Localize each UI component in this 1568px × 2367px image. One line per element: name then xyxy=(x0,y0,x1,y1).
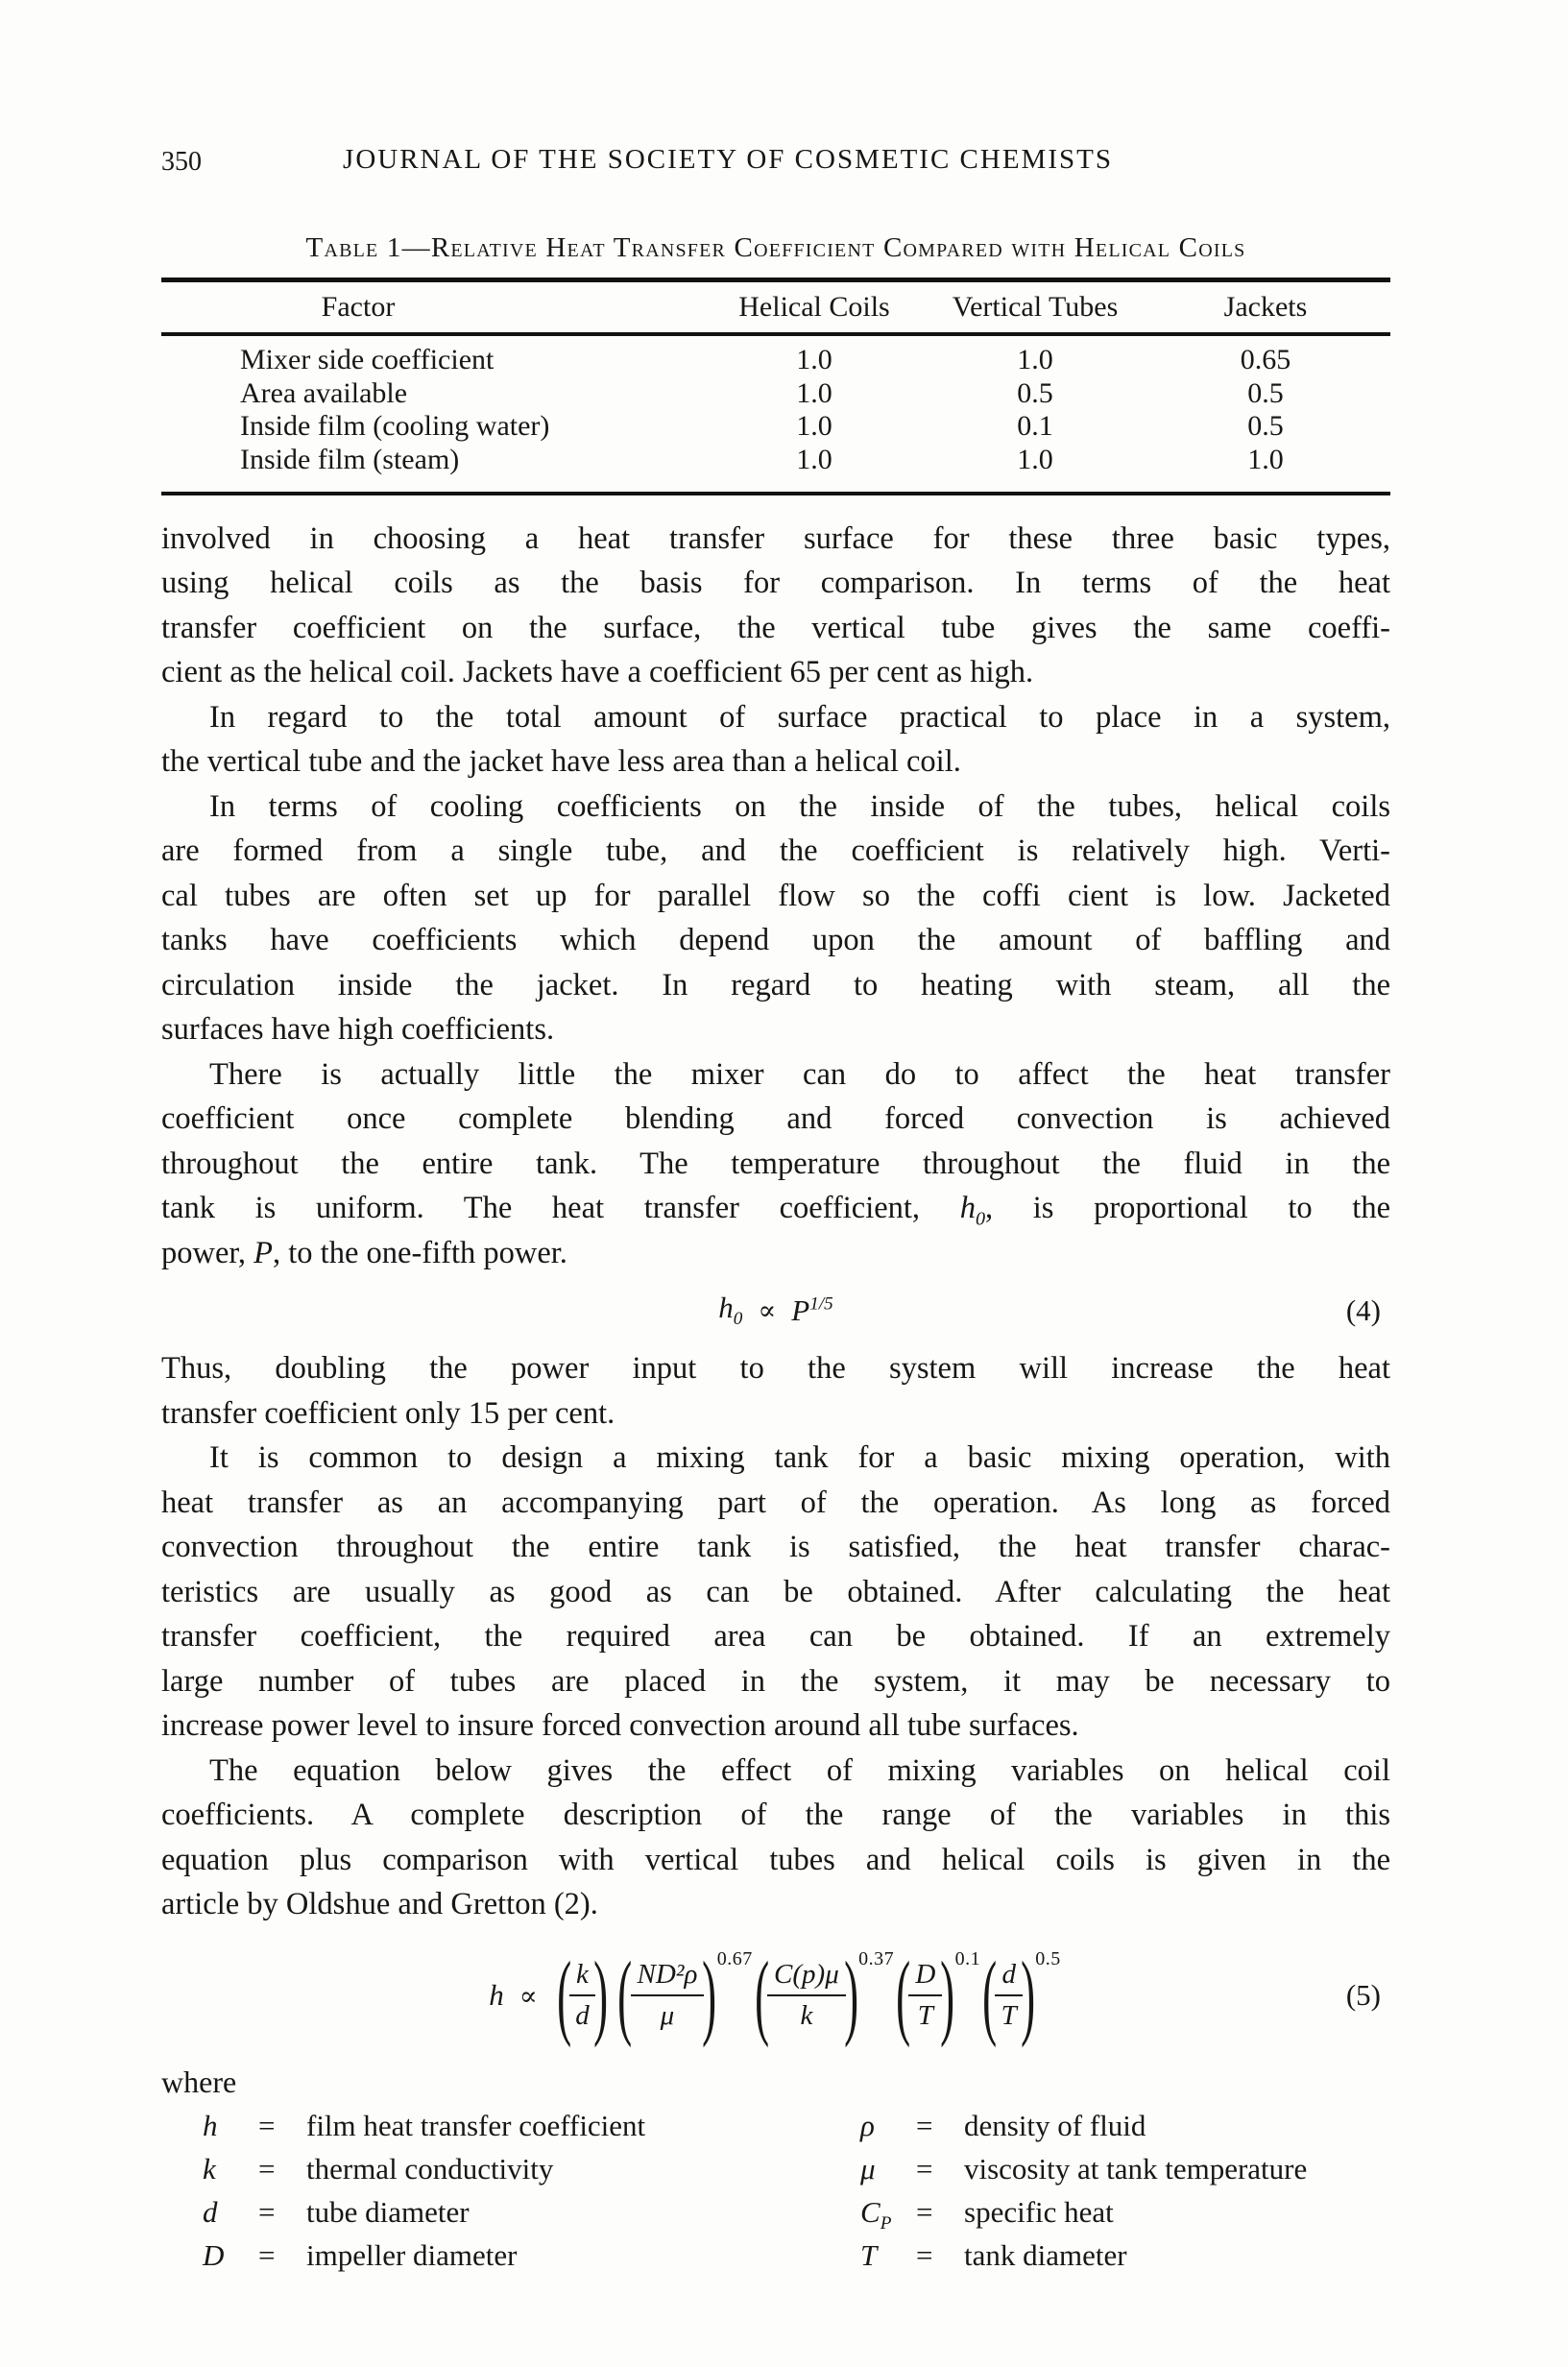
definition-row xyxy=(860,2147,1390,2190)
definitions-left-column xyxy=(161,2104,776,2277)
variable-symbol: h xyxy=(203,2108,218,2142)
text-line: transfer coefficient, the required area can be obtained. If an extremely xyxy=(161,1619,1390,1654)
fraction xyxy=(995,1958,1023,2033)
fraction-denominator: T xyxy=(917,1999,933,2031)
text-line: coefficients. A complete description of the range of the variables in this xyxy=(161,1798,1390,1832)
variable-symbol: ρ xyxy=(860,2108,875,2142)
equation-factor xyxy=(754,1942,895,2048)
text-line: article by Oldshue and Gretton (2). xyxy=(161,1887,598,1921)
variable-symbol: $C_P$ xyxy=(860,2194,892,2234)
variable-definition: density of fluid xyxy=(964,2108,1146,2142)
text-line: In regard to the total amount of surface practical to place in a system, xyxy=(209,699,1390,735)
math-symbol-h: h xyxy=(489,1977,504,2012)
math-subscript: 0 xyxy=(733,1309,743,1330)
variable-symbol: k xyxy=(203,2151,216,2186)
variable-definition: tube diameter xyxy=(306,2194,470,2229)
text-line: equation plus comparison with vertical tubes and helical coils is given in the xyxy=(161,1842,1390,1877)
text-line: It is common to design a mixing tank for a basic mixing operation, with xyxy=(209,1440,1390,1475)
left-paren: ( xyxy=(754,1942,769,2048)
value-cell: 0.65 xyxy=(1240,344,1291,375)
left-paren: ( xyxy=(896,1942,911,2048)
value-cell: 1.0 xyxy=(796,344,832,375)
equals-sign: = xyxy=(916,2151,933,2186)
column-header-factor: Factor xyxy=(321,291,396,323)
factor-exponent: 0.1 xyxy=(954,1948,981,1969)
factor-cell: Inside film (cooling water) xyxy=(240,410,550,442)
fraction-numerator: D xyxy=(908,1958,942,1996)
equals-sign: = xyxy=(916,2108,933,2142)
equation-number: (5) xyxy=(1345,1977,1381,2012)
text-line: are formed from a single tube, and the coefficient is relatively high. Verti- xyxy=(161,833,1390,868)
math-symbol-h0 xyxy=(959,1191,986,1230)
variable-symbol: μ xyxy=(860,2151,876,2186)
fraction-denominator: d xyxy=(575,1999,590,2031)
column-header-jackets: Jackets xyxy=(1223,291,1308,323)
equation-lhs xyxy=(489,1978,552,2013)
text-line: circulation inside the jacket. In regard to heating with steam, all the xyxy=(161,967,1390,1002)
value-cell: 0.1 xyxy=(1017,410,1053,442)
equals-sign: = xyxy=(258,2108,276,2142)
text-line: cal tubes are often set up for parallel flow so the coffi cient is low. Jacketed xyxy=(161,878,1390,913)
fraction-denominator: k xyxy=(800,1999,813,2031)
value-cell: 1.0 xyxy=(1017,344,1053,375)
variable-definition: film heat transfer coefficient xyxy=(306,2108,646,2142)
page-number: 350 xyxy=(161,147,202,177)
text-line: Thus, doubling the power input to the system will increase the heat xyxy=(161,1351,1390,1386)
value-cell: 1.0 xyxy=(796,443,832,475)
fraction xyxy=(767,1958,846,2033)
text-line: throughout the entire tank. The temperature throughout the fluid in the xyxy=(161,1146,1390,1181)
text-line: using helical coils as the basis for comparison. In terms of the heat xyxy=(161,566,1390,600)
text-line: tanks have coefficients which depend upon the amount of baffling and xyxy=(161,923,1390,957)
value-cell: 0.5 xyxy=(1247,376,1284,409)
equation-factor xyxy=(896,1942,981,2048)
fraction-denominator: μ xyxy=(660,1999,675,2031)
fraction-denominator: T xyxy=(1001,1999,1017,2031)
text-line: transfer coefficient on the surface, the vertical tube gives the same coeffi- xyxy=(161,610,1390,645)
variable-definition: impeller diameter xyxy=(306,2237,518,2272)
text-segment: power, xyxy=(161,1235,254,1270)
math-symbol-P: P xyxy=(253,1235,274,1270)
definition-row xyxy=(203,2234,776,2277)
value-cell: 0.5 xyxy=(1247,410,1284,442)
table-rule-bottom xyxy=(161,492,1390,495)
variable-symbol: d xyxy=(203,2194,218,2229)
fraction-numerator: k xyxy=(569,1958,595,1996)
text-line: the vertical tube and the jacket have less area than a helical coil. xyxy=(161,744,961,779)
text-line: large number of tubes are placed in the system, it may be necessary to xyxy=(161,1663,1390,1699)
text-line: involved in choosing a heat transfer surface for these three basic types, xyxy=(161,520,1390,556)
value-cell: 1.0 xyxy=(796,410,832,442)
text-line-with-math xyxy=(161,1186,1390,1231)
text-line: The equation below gives the effect of mixing variables on helical coil xyxy=(209,1752,1390,1788)
left-paren: ( xyxy=(556,1942,571,2048)
variable-definition: specific heat xyxy=(964,2194,1114,2229)
proportional-to-sign: ∝ xyxy=(519,1981,538,2012)
right-paren: ) xyxy=(702,1942,717,2048)
definition-row xyxy=(860,2234,1390,2277)
text-line: convection throughout the entire tank is satisfied, the heat transfer charac- xyxy=(161,1530,1390,1564)
fraction xyxy=(908,1958,942,2033)
fraction-numerator: C(p)μ xyxy=(767,1958,846,1996)
math-subscript: 0 xyxy=(975,1208,986,1230)
factor-cell: Inside film (steam) xyxy=(240,443,460,475)
factor-exponent: 0.37 xyxy=(858,1948,895,1969)
table-body xyxy=(161,336,1390,492)
definition-row xyxy=(860,2104,1390,2147)
value-cell: 1.0 xyxy=(1247,443,1284,475)
fraction xyxy=(631,1958,705,2033)
math-variable: P xyxy=(791,1293,810,1327)
page-content xyxy=(161,232,1390,2277)
math-variable: h xyxy=(959,1191,976,1225)
text-line: surfaces have high coefficients. xyxy=(161,1012,555,1047)
table-1 xyxy=(161,278,1390,495)
table-title: Table 1—Relative Heat Transfer Coefficient Compared with Helical Coils xyxy=(305,232,1246,263)
variable-definition: tank diameter xyxy=(964,2237,1127,2272)
fraction xyxy=(569,1958,595,2033)
definition-row xyxy=(203,2147,776,2190)
variable-definition: thermal conductivity xyxy=(306,2151,554,2186)
equals-sign: = xyxy=(258,2194,276,2229)
math-exponent: 1/5 xyxy=(809,1293,833,1315)
math-variable: h xyxy=(718,1291,734,1325)
variable-definition: viscosity at tank temperature xyxy=(964,2151,1308,2186)
text-segment: , is proportional to the xyxy=(985,1191,1390,1225)
factor-cell: Mixer side coefficient xyxy=(240,344,495,375)
text-segment: tank is uniform. The heat transfer coefficient, xyxy=(161,1191,960,1225)
definition-row xyxy=(203,2190,776,2234)
table-row xyxy=(161,377,1390,411)
math-symbol-h0 xyxy=(718,1291,742,1330)
factor-cell: Area available xyxy=(240,376,408,409)
fraction-numerator: d xyxy=(995,1958,1023,1996)
equation-4 xyxy=(161,1275,1390,1346)
math-symbol-P xyxy=(791,1293,832,1328)
table-row xyxy=(161,410,1390,444)
fraction-numerator: ND²ρ xyxy=(631,1958,705,1996)
table-header-row xyxy=(161,282,1390,332)
page-header xyxy=(161,144,1390,184)
text-line: In terms of cooling coefficients on the inside of the tubes, helical coils xyxy=(209,788,1390,824)
left-paren: ( xyxy=(982,1942,998,2048)
value-cell: 0.5 xyxy=(1017,376,1053,409)
table-row xyxy=(161,344,1390,377)
equation-factor xyxy=(556,1942,616,2048)
text-line: heat transfer as an accompanying part of the operation. As long as forced xyxy=(161,1485,1390,1520)
equals-sign: = xyxy=(258,2151,276,2186)
equation-factor xyxy=(982,1942,1061,2048)
definitions-right-column xyxy=(776,2104,1390,2277)
journal-title: JOURNAL OF THE SOCIETY OF COSMETIC CHEMISTS xyxy=(343,144,1113,175)
value-cell: 1.0 xyxy=(796,376,832,409)
right-paren: ) xyxy=(843,1942,858,2048)
right-paren: ) xyxy=(940,1942,955,2048)
variable-symbol: T xyxy=(860,2237,878,2272)
equals-sign: = xyxy=(916,2237,933,2272)
equation-5 xyxy=(161,1933,1390,2058)
definition-row xyxy=(203,2104,776,2147)
equation-factor xyxy=(617,1942,753,2048)
equals-sign: = xyxy=(916,2194,933,2229)
right-paren: ) xyxy=(593,1942,609,2048)
equals-sign: = xyxy=(258,2237,276,2272)
left-paren: ( xyxy=(617,1942,633,2048)
column-header-helical-coils: Helical Coils xyxy=(738,291,890,323)
definition-row xyxy=(860,2190,1390,2234)
text-line: cient as the helical coil. Jackets have a coefficient 65 per cent as high. xyxy=(161,655,1034,689)
text-line-with-math xyxy=(161,1231,1390,1276)
table-row xyxy=(161,444,1390,477)
equation-number: (4) xyxy=(1345,1293,1381,1327)
article-body xyxy=(161,517,1390,2277)
factor-exponent: 0.5 xyxy=(1035,1948,1061,1969)
proportional-to-sign: ∝ xyxy=(758,1296,777,1326)
right-paren: ) xyxy=(1021,1942,1036,2048)
text-line: teristics are usually as good as can be obtained. After calculating the heat xyxy=(161,1574,1390,1609)
value-cell: 1.0 xyxy=(1017,443,1053,475)
text-line: transfer coefficient only 15 per cent. xyxy=(161,1395,615,1431)
column-header-vertical-tubes: Vertical Tubes xyxy=(952,291,1119,323)
text-line: There is actually little the mixer can do to affect the heat transfer xyxy=(209,1056,1390,1092)
text-segment: , to the one-fifth power. xyxy=(273,1235,567,1270)
text-line: coefficient once complete blending and forced convection is achieved xyxy=(161,1101,1390,1136)
factor-exponent: 0.67 xyxy=(716,1948,753,1969)
where-label: where xyxy=(161,2064,237,2099)
text-line: increase power level to insure forced convection around all tube surfaces. xyxy=(161,1708,1079,1743)
variable-definitions xyxy=(161,2104,1390,2277)
variable-symbol: D xyxy=(203,2237,225,2272)
